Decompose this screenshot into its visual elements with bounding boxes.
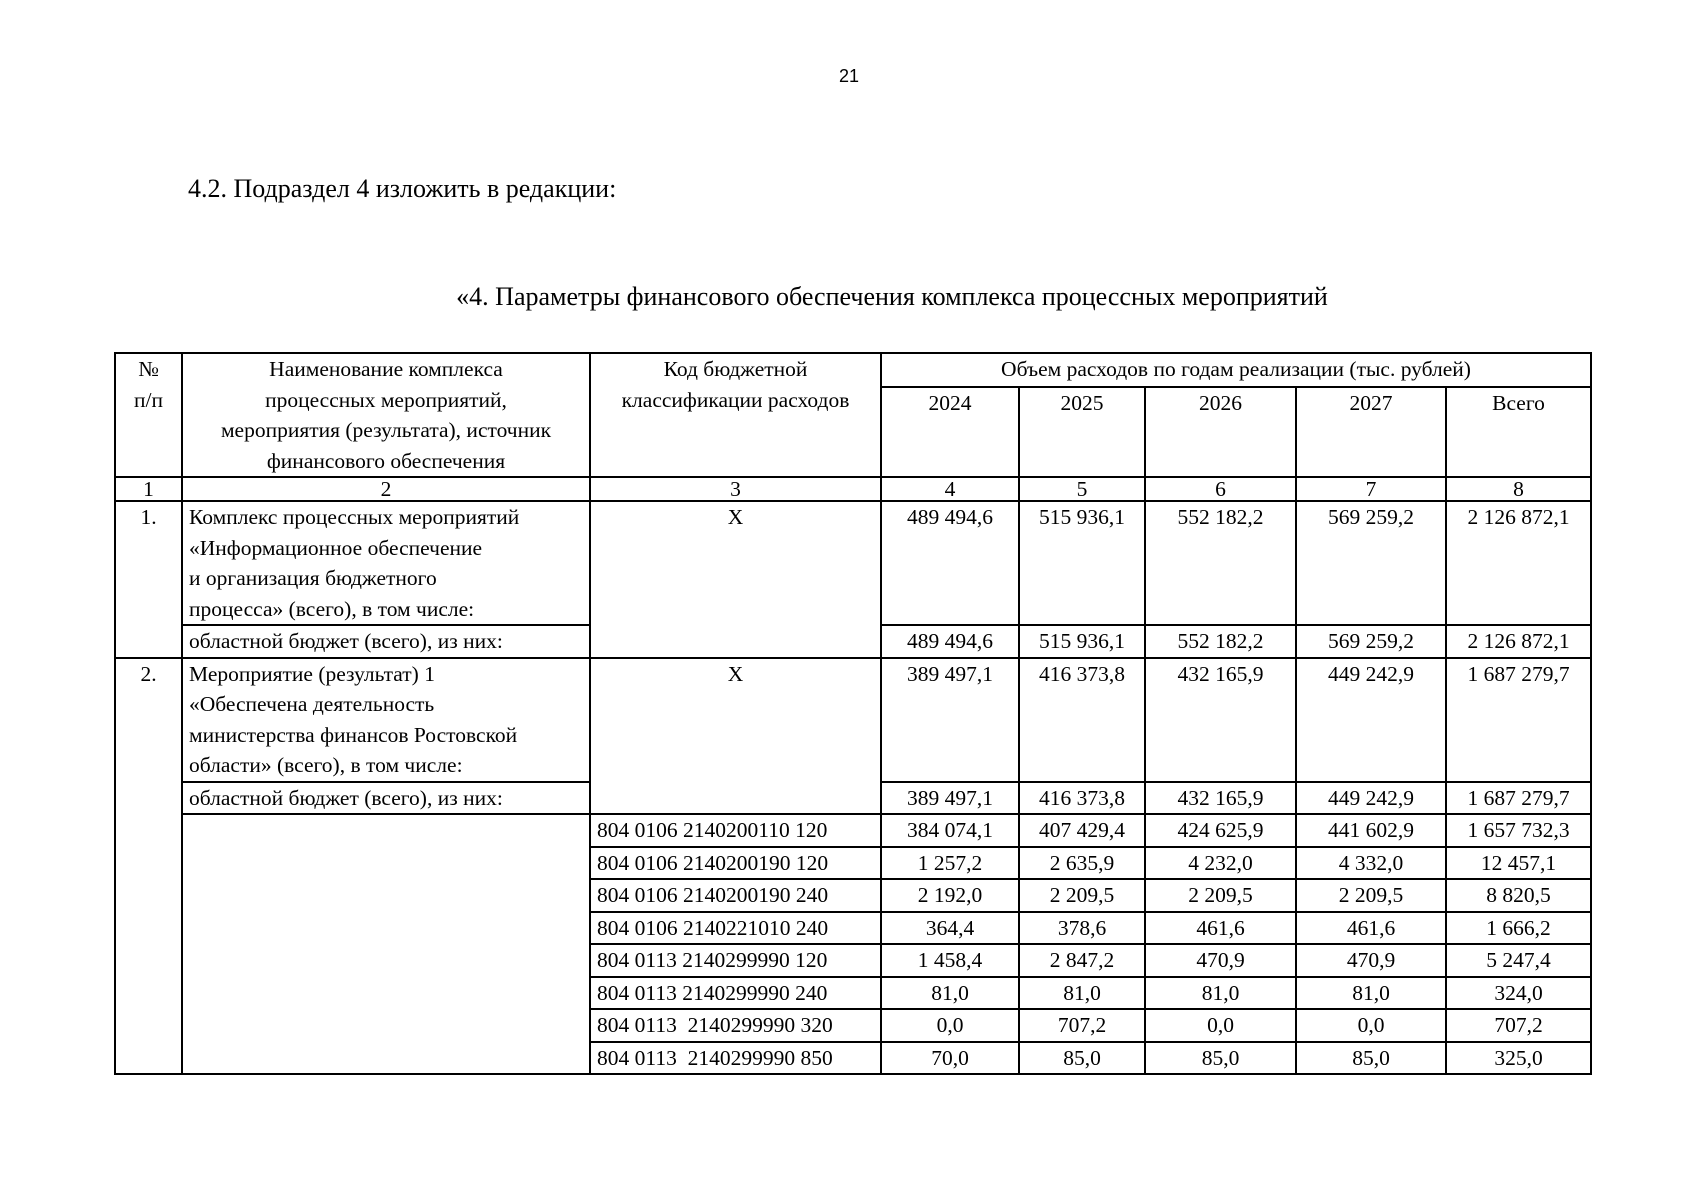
row-code: Х	[590, 501, 881, 658]
header-num-line: п/п	[134, 387, 163, 412]
detail-value: 2 209,5	[1019, 879, 1145, 912]
detail-value: 0,0	[1296, 1009, 1446, 1042]
row-value: 389 497,1	[881, 782, 1019, 815]
header-name-line: финансового обеспечения	[266, 448, 506, 473]
detail-value: 2 209,5	[1296, 879, 1446, 912]
header-name-line: процессных мероприятий,	[265, 387, 507, 412]
row-name-line: Комплекс процессных мероприятий	[189, 505, 520, 529]
row-sub-name: областной бюджет (всего), из них:	[182, 625, 590, 658]
detail-code: 804 0106 2140200190 120	[590, 847, 881, 880]
column-number: 8	[1446, 477, 1591, 501]
column-number: 7	[1296, 477, 1446, 501]
column-number: 6	[1145, 477, 1296, 501]
row-value: 449 242,9	[1296, 782, 1446, 815]
row-value: 432 165,9	[1145, 658, 1296, 782]
detail-value: 85,0	[1296, 1042, 1446, 1075]
row-value: 489 494,6	[881, 625, 1019, 658]
row-name-line: министерства финансов Ростовской	[189, 722, 518, 747]
detail-value: 1 257,2	[881, 847, 1019, 880]
detail-value: 0,0	[881, 1009, 1019, 1042]
detail-value: 81,0	[881, 977, 1019, 1010]
row-name	[182, 501, 590, 625]
detail-value: 4 232,0	[1145, 847, 1296, 880]
header-col-code	[590, 353, 881, 477]
detail-value: 2 635,9	[1019, 847, 1145, 880]
detail-value: 4 332,0	[1296, 847, 1446, 880]
column-number: 2	[182, 477, 590, 501]
detail-value: 707,2	[1019, 1009, 1145, 1042]
header-code-line: Код бюджетной	[663, 357, 808, 381]
detail-value: 0,0	[1145, 1009, 1296, 1042]
detail-total: 707,2	[1446, 1009, 1591, 1042]
row-value: 552 182,2	[1145, 501, 1296, 625]
detail-code: 804 0113 2140299990 120	[590, 944, 881, 977]
detail-code: 804 0106 2140221010 240	[590, 912, 881, 945]
row-value: 552 182,2	[1145, 625, 1296, 658]
detail-total: 324,0	[1446, 977, 1591, 1010]
detail-total: 8 820,5	[1446, 879, 1591, 912]
detail-value: 407 429,4	[1019, 814, 1145, 847]
row-value: 489 494,6	[881, 501, 1019, 625]
detail-value: 470,9	[1145, 944, 1296, 977]
column-number: 4	[881, 477, 1019, 501]
detail-row	[115, 814, 1591, 847]
row-value: 416 373,8	[1019, 658, 1145, 782]
header-year-2026: 2026	[1145, 387, 1296, 477]
page-number: 21	[838, 66, 860, 86]
detail-value: 441 602,9	[1296, 814, 1446, 847]
detail-total: 5 247,4	[1446, 944, 1591, 977]
detail-value: 364,4	[881, 912, 1019, 945]
header-total: Всего	[1446, 387, 1591, 477]
header-num-line: №	[138, 357, 159, 381]
row-value: 569 259,2	[1296, 625, 1446, 658]
header-year-2024: 2024	[881, 387, 1019, 477]
table-row	[115, 658, 1591, 782]
row-name-line: Мероприятие (результат) 1	[189, 661, 435, 686]
detail-value: 461,6	[1145, 912, 1296, 945]
row-name-line: «Информационное обеспечение	[189, 535, 483, 560]
detail-value: 1 458,4	[881, 944, 1019, 977]
row-total: 2 126 872,1	[1446, 625, 1591, 658]
detail-value: 70,0	[881, 1042, 1019, 1075]
header-row-1	[115, 353, 1591, 387]
detail-code: 804 0113 2140299990 320	[590, 1009, 881, 1042]
row-value: 389 497,1	[881, 658, 1019, 782]
row-total: 2 126 872,1	[1446, 501, 1591, 625]
row-total: 1 687 279,7	[1446, 782, 1591, 815]
header-name-line: Наименование комплекса	[269, 357, 503, 381]
detail-value: 2 192,0	[881, 879, 1019, 912]
row-name-line: области» (всего), в том числе:	[189, 753, 463, 777]
detail-value: 81,0	[1145, 977, 1296, 1010]
intro-text: 4.2. Подраздел 4 изложить в редакции:	[188, 174, 617, 203]
header-name-line: мероприятия (результата), источник	[220, 418, 552, 442]
detail-value: 2 209,5	[1145, 879, 1296, 912]
row-value: 569 259,2	[1296, 501, 1446, 625]
detail-name-empty	[182, 814, 590, 1074]
row-code: Х	[590, 658, 881, 815]
header-col-volume: Объем расходов по годам реализации (тыс. рублей)	[881, 353, 1591, 387]
detail-total: 325,0	[1446, 1042, 1591, 1075]
header-code-line: классификации расходов	[621, 387, 850, 412]
row-value: 515 936,1	[1019, 501, 1145, 625]
detail-value: 378,6	[1019, 912, 1145, 945]
detail-value: 81,0	[1296, 977, 1446, 1010]
detail-value: 85,0	[1019, 1042, 1145, 1075]
detail-code: 804 0106 2140200110 120	[590, 814, 881, 847]
row-value: 449 242,9	[1296, 658, 1446, 782]
detail-code: 804 0113 2140299990 850	[590, 1042, 881, 1075]
row-total: 1 687 279,7	[1446, 658, 1591, 782]
row-value: 432 165,9	[1145, 782, 1296, 815]
header-col-name	[182, 353, 590, 477]
row-name	[182, 658, 590, 782]
detail-value: 470,9	[1296, 944, 1446, 977]
row-sub-name: областной бюджет (всего), из них:	[182, 782, 590, 815]
detail-code: 804 0113 2140299990 240	[590, 977, 881, 1010]
section-title: «4. Параметры финансового обеспечения комплекса процессных мероприятий	[456, 282, 1328, 311]
row-number: 1.	[115, 501, 182, 658]
financing-table	[114, 352, 1592, 1075]
row-name-line: «Обеспечена деятельность	[189, 692, 435, 716]
row-value: 416 373,8	[1019, 782, 1145, 815]
detail-value: 81,0	[1019, 977, 1145, 1010]
header-year-2025: 2025	[1019, 387, 1145, 477]
row-value: 515 936,1	[1019, 625, 1145, 658]
detail-code: 804 0106 2140200190 240	[590, 879, 881, 912]
detail-total: 12 457,1	[1446, 847, 1591, 880]
detail-value: 2 847,2	[1019, 944, 1145, 977]
column-number-row	[115, 477, 1591, 501]
row-number: 2.	[115, 658, 182, 1075]
detail-value: 85,0	[1145, 1042, 1296, 1075]
column-number: 1	[115, 477, 182, 501]
row-name-line: процесса» (всего), в том числе:	[189, 596, 475, 621]
column-number: 3	[590, 477, 881, 501]
row-name-line: и организация бюджетного	[189, 566, 437, 590]
detail-value: 384 074,1	[881, 814, 1019, 847]
column-number: 5	[1019, 477, 1145, 501]
detail-total: 1 666,2	[1446, 912, 1591, 945]
table-row	[115, 501, 1591, 625]
detail-value: 424 625,9	[1145, 814, 1296, 847]
header-year-2027: 2027	[1296, 387, 1446, 477]
detail-total: 1 657 732,3	[1446, 814, 1591, 847]
detail-value: 461,6	[1296, 912, 1446, 945]
header-col-num	[115, 353, 182, 477]
